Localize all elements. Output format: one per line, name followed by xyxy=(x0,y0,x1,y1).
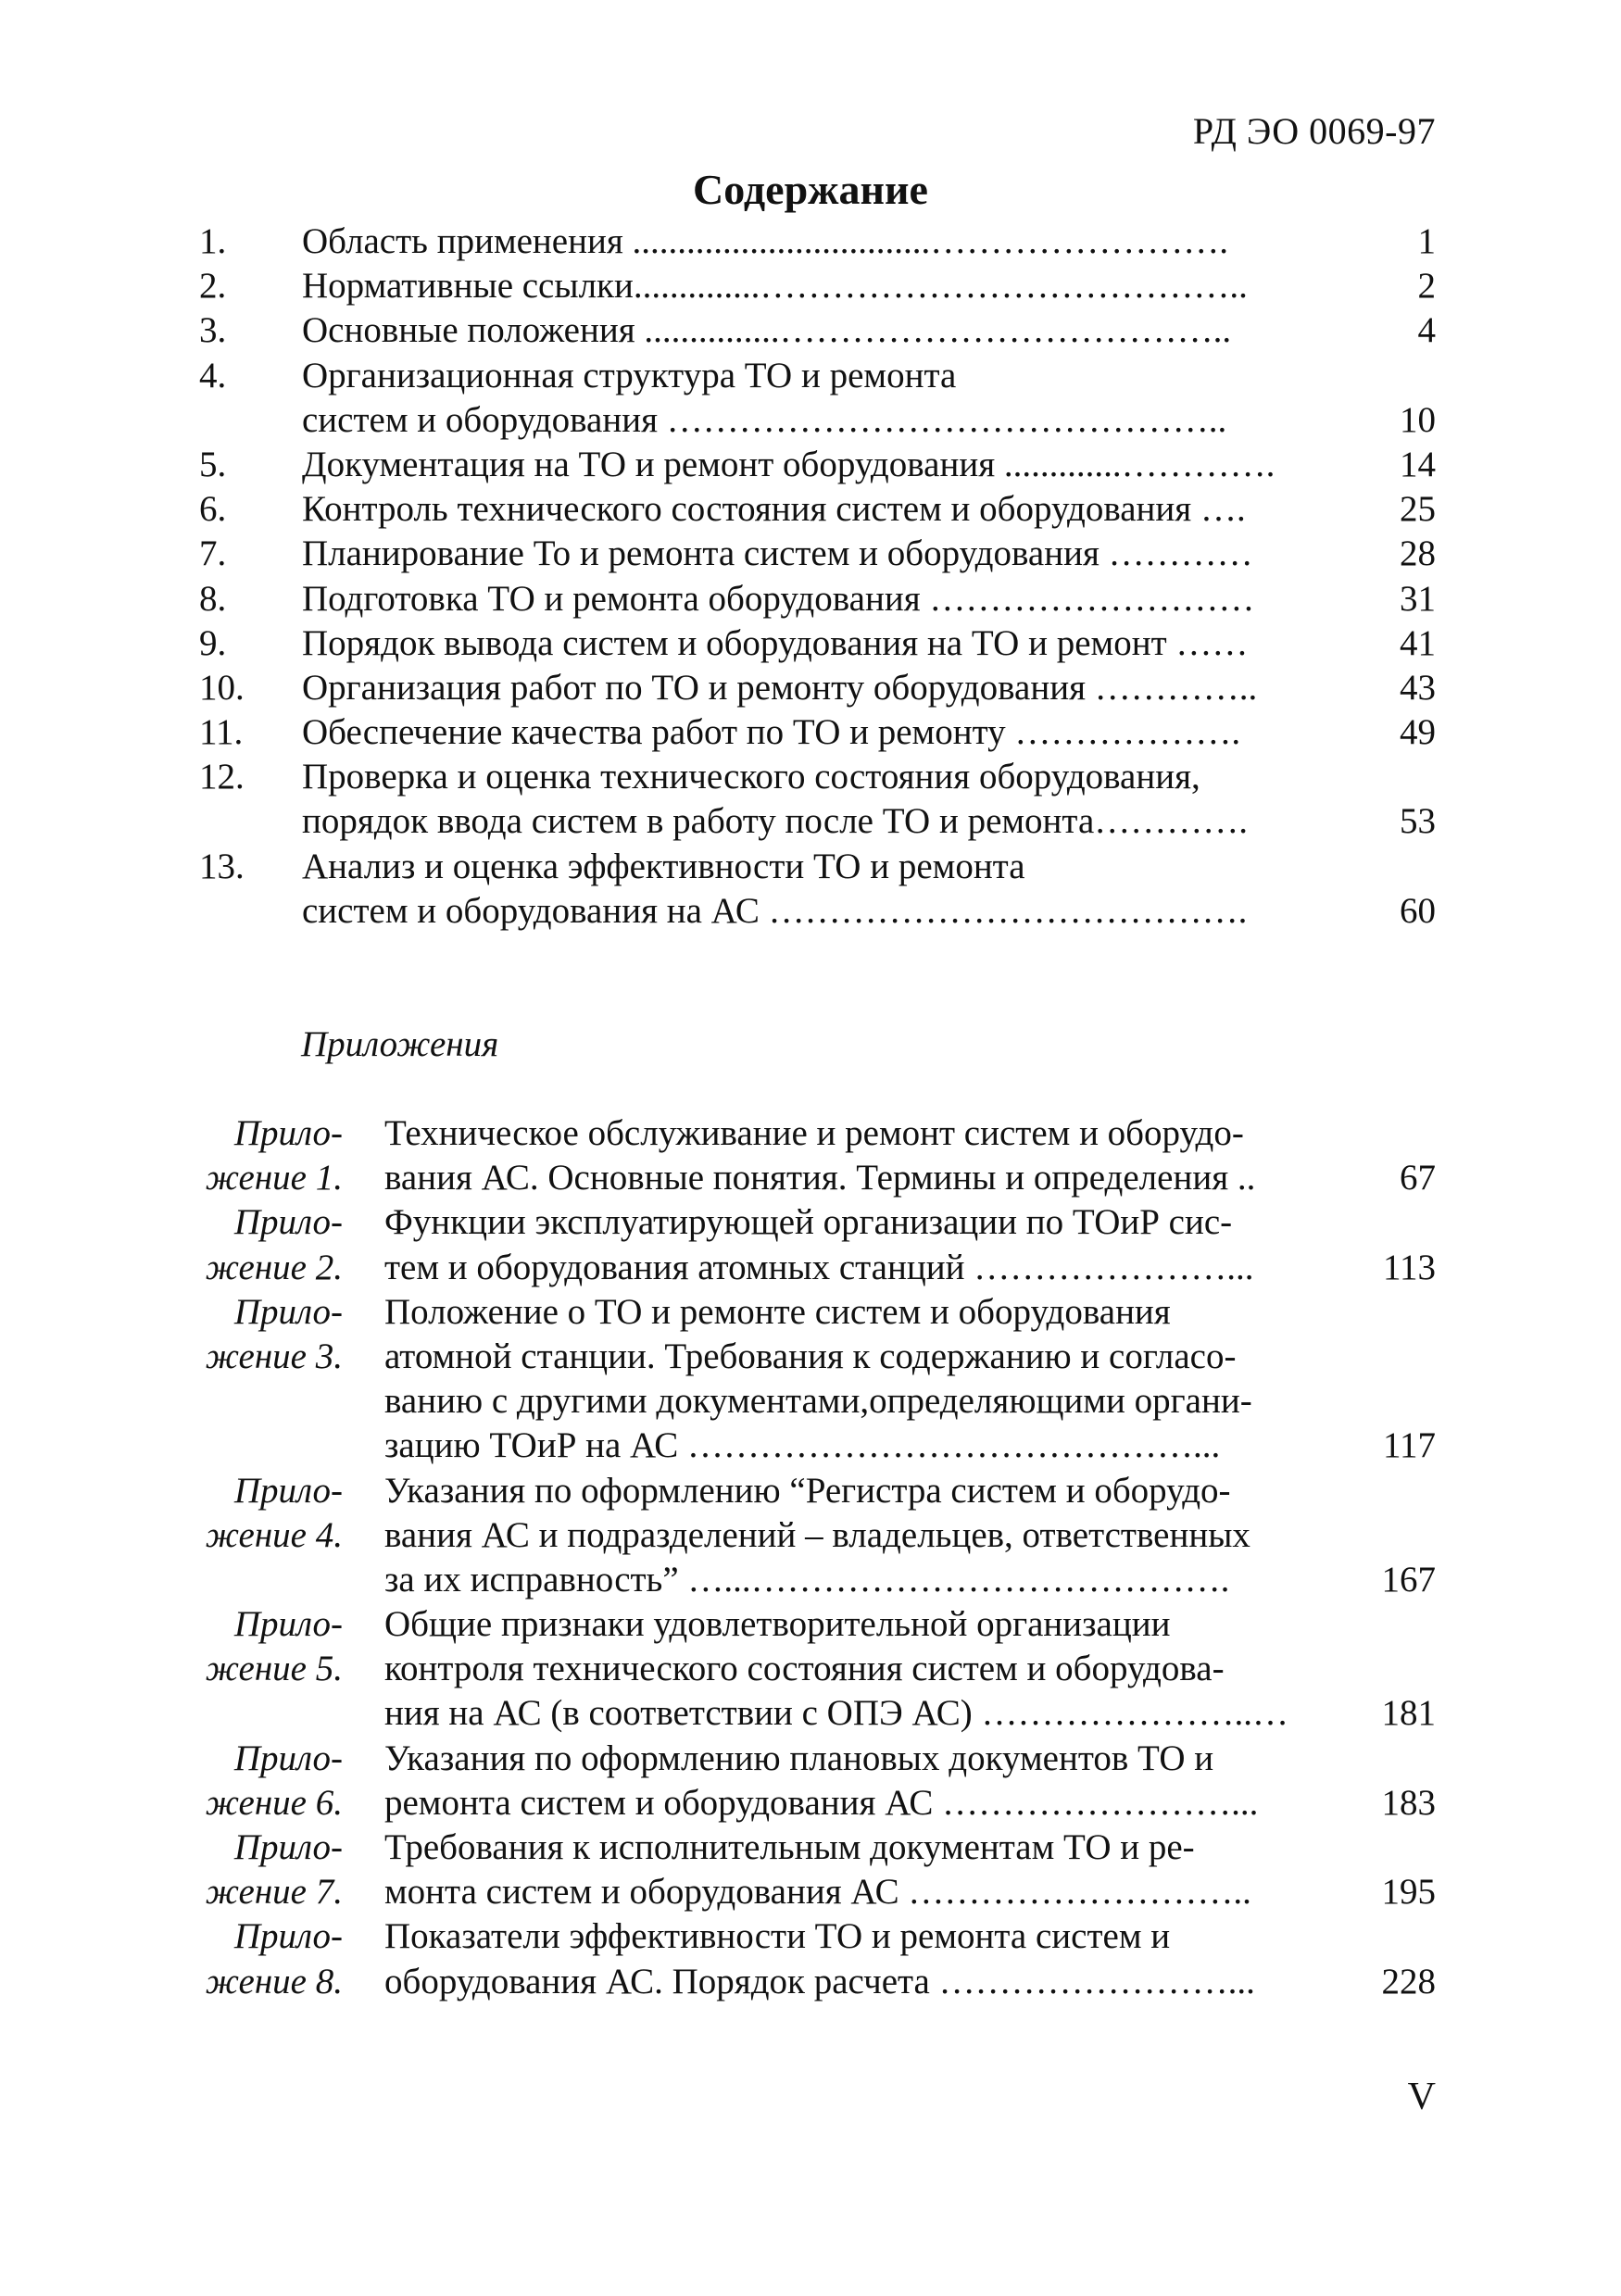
toc-entry-line xyxy=(0,889,1621,934)
toc-entry-line xyxy=(0,354,1621,398)
toc-entry-line xyxy=(0,264,1621,308)
toc-entry-title: систем и оборудования ……………………………………….. xyxy=(302,399,1227,440)
appendix-entry-line xyxy=(0,1737,1621,1781)
toc-entry-title: Проверка и оценка технического состояния оборудования, xyxy=(302,757,1200,797)
appendix-entry-line xyxy=(0,1781,1621,1826)
appendices-heading: Приложения xyxy=(301,1024,499,1064)
appendix-entry-line xyxy=(0,1558,1621,1602)
appendix-label: жение 1. xyxy=(205,1158,343,1198)
toc-entry-page: 28 xyxy=(1400,533,1436,574)
appendix-title: тем и оборудования атомных станций …………………... xyxy=(384,1247,1254,1287)
toc-entry-number: 9. xyxy=(199,622,227,663)
toc-entry-page: 2 xyxy=(1417,266,1436,307)
toc-entry-line xyxy=(0,799,1621,844)
appendix-page: 67 xyxy=(1400,1158,1436,1198)
appendix-entry-line xyxy=(0,1246,1621,1290)
appendix-entry[interactable] xyxy=(0,1602,1621,1737)
toc-entry-page: 53 xyxy=(1400,801,1436,842)
appendix-label: жение 2. xyxy=(205,1247,343,1287)
appendix-entry-line xyxy=(0,1469,1621,1513)
appendix-entry-line xyxy=(0,1111,1621,1156)
appendix-title: ремонта систем и оборудования АС ……………………... xyxy=(384,1782,1259,1823)
toc-entry-number: 8. xyxy=(199,578,227,619)
toc-entry-page: 10 xyxy=(1400,399,1436,440)
toc-entry-line xyxy=(0,710,1621,755)
toc-entry-line xyxy=(0,443,1621,487)
toc-entry-title: Организационная структура ТО и ремонта xyxy=(302,355,957,395)
toc-entry-title: Документация на ТО и ремонт оборудования .............…………. xyxy=(302,444,1275,484)
appendix-title: Указания по оформлению плановых документов ТО и xyxy=(384,1738,1214,1778)
appendix-title: ванию с другими документами,определяющими органи- xyxy=(384,1381,1252,1422)
appendix-entry[interactable] xyxy=(0,1111,1621,1200)
appendix-label: жение 3. xyxy=(205,1336,343,1376)
appendix-label: Прило- xyxy=(233,1291,343,1332)
toc-entry-number: 10. xyxy=(199,667,245,708)
toc-entry-number: 5. xyxy=(199,444,227,484)
toc-entry-title: систем и оборудования на АС …………………………………. xyxy=(302,890,1248,931)
appendix-label: Прило- xyxy=(233,1916,343,1957)
appendix-page: 117 xyxy=(1382,1425,1436,1466)
toc-entry-page: 43 xyxy=(1400,667,1436,708)
appendix-label: жение 6. xyxy=(205,1782,343,1823)
appendix-page: 183 xyxy=(1381,1782,1436,1823)
appendix-title: Функции эксплуатирующей организации по ТОиР сис- xyxy=(384,1202,1233,1243)
page-title: Содержание xyxy=(693,166,928,213)
appendix-title: контроля технического состояния систем и оборудова- xyxy=(384,1649,1225,1689)
toc-entry[interactable] xyxy=(0,308,1621,353)
toc-entry-number: 4. xyxy=(199,355,227,395)
appendix-label: Прило- xyxy=(233,1470,343,1511)
appendix-label: Прило- xyxy=(233,1604,343,1645)
appendix-entry-line xyxy=(0,1335,1621,1379)
toc-entry[interactable] xyxy=(0,710,1621,755)
toc-entry-number: 2. xyxy=(199,266,227,307)
appendix-title: за их исправность” …...…………………………………. xyxy=(384,1559,1230,1600)
toc-entry-number: 12. xyxy=(199,757,245,797)
appendix-page: 167 xyxy=(1381,1559,1436,1600)
appendix-entry-line xyxy=(0,1691,1621,1736)
toc-entry-title: Контроль технического состояния систем и оборудования …. xyxy=(302,489,1246,530)
toc-entry-page: 25 xyxy=(1400,489,1436,530)
appendix-label: Прило- xyxy=(233,1827,343,1867)
appendix-entry[interactable] xyxy=(0,1290,1621,1469)
page-number: V xyxy=(1407,2076,1436,2118)
toc-entry[interactable] xyxy=(0,532,1621,576)
toc-entry[interactable] xyxy=(0,621,1621,666)
toc-entry-line xyxy=(0,755,1621,799)
appendix-page: 181 xyxy=(1381,1693,1436,1734)
appendix-entry-line xyxy=(0,1914,1621,1959)
toc-entry-title: Основные положения ...............……………………………….. xyxy=(302,310,1232,351)
appendices-list xyxy=(0,1111,1621,2004)
appendix-entry-line xyxy=(0,1156,1621,1200)
toc-entry-line xyxy=(0,308,1621,353)
appendix-entry-line xyxy=(0,1290,1621,1335)
toc-entry-line xyxy=(0,398,1621,443)
appendix-label: Прило- xyxy=(233,1113,343,1153)
toc-entry-number: 11. xyxy=(199,712,244,753)
toc-entry-page: 41 xyxy=(1400,622,1436,663)
toc-entry-line xyxy=(0,666,1621,710)
toc-entry[interactable] xyxy=(0,264,1621,308)
toc-entry-title: порядок ввода систем в работу после ТО и ремонта…………. xyxy=(302,801,1249,842)
toc-entry[interactable] xyxy=(0,666,1621,710)
toc-entry-number: 7. xyxy=(199,533,227,574)
toc-entry-title: Планирование То и ремонта систем и оборудования ………… xyxy=(302,533,1253,574)
appendix-entry-line xyxy=(0,1870,1621,1914)
appendix-title: Положение о ТО и ремонте систем и оборудования xyxy=(384,1291,1171,1332)
toc-entry-line xyxy=(0,487,1621,532)
appendix-entry-line xyxy=(0,1647,1621,1691)
appendix-entry[interactable] xyxy=(0,1914,1621,2003)
appendix-entry-line xyxy=(0,1424,1621,1468)
toc-entry-title: Область применения .................................……………………. xyxy=(302,221,1229,261)
appendix-entry-line xyxy=(0,1379,1621,1424)
appendix-label: жение 8. xyxy=(205,1961,343,2001)
toc-entry-title: Подготовка ТО и ремонта оборудования ……………………… xyxy=(302,578,1255,619)
toc-entry[interactable] xyxy=(0,487,1621,532)
document-code: РД ЭО 0069-97 xyxy=(1192,110,1436,152)
toc-entry[interactable] xyxy=(0,755,1621,844)
appendix-title: Указания по оформлению “Регистра систем и оборудо- xyxy=(384,1470,1231,1511)
appendix-entry[interactable] xyxy=(0,1200,1621,1289)
toc-entry-page: 60 xyxy=(1400,890,1436,931)
appendix-entry-line xyxy=(0,1602,1621,1647)
appendix-entry-line xyxy=(0,1826,1621,1870)
toc-entry-line xyxy=(0,845,1621,889)
table-of-contents xyxy=(0,220,1621,934)
toc-entry-page: 31 xyxy=(1400,578,1436,619)
appendix-page: 113 xyxy=(1382,1247,1436,1287)
appendix-page: 228 xyxy=(1381,1961,1436,2001)
toc-entry-page: 4 xyxy=(1417,310,1436,351)
appendix-title: ния на АС (в соответствии с ОПЭ АС) …………………..… xyxy=(384,1693,1288,1734)
appendix-label: Прило- xyxy=(233,1738,343,1778)
toc-entry-line xyxy=(0,532,1621,576)
toc-entry-title: Порядок вывода систем и оборудования на ТО и ремонт …… xyxy=(302,622,1249,663)
toc-entry-number: 6. xyxy=(199,489,227,530)
toc-entry-title: Анализ и оценка эффективности ТО и ремонта xyxy=(302,846,1025,886)
appendix-label: жение 5. xyxy=(205,1649,343,1689)
appendix-label: жение 7. xyxy=(205,1872,343,1913)
appendix-title: Общие признаки удовлетворительной организации xyxy=(384,1604,1171,1645)
toc-entry[interactable] xyxy=(0,845,1621,934)
appendix-entry-line xyxy=(0,1200,1621,1245)
toc-entry-number: 13. xyxy=(199,846,245,886)
appendix-title: оборудования АС. Порядок расчета ……………………... xyxy=(384,1961,1255,2001)
appendix-entry[interactable] xyxy=(0,1469,1621,1603)
toc-entry-number: 1. xyxy=(199,221,227,261)
appendix-title: зацию ТОиР на АС ……………………………………... xyxy=(384,1425,1221,1466)
appendix-entry[interactable] xyxy=(0,1737,1621,1826)
appendix-title: Техническое обслуживание и ремонт систем и оборудо- xyxy=(384,1113,1244,1153)
appendix-entry[interactable] xyxy=(0,1826,1621,1914)
toc-entry-line xyxy=(0,621,1621,666)
appendix-title: монта систем и оборудования АС ……………………….. xyxy=(384,1872,1251,1913)
toc-entry[interactable] xyxy=(0,220,1621,264)
toc-entry-line xyxy=(0,577,1621,621)
toc-entry[interactable] xyxy=(0,443,1621,487)
toc-entry[interactable] xyxy=(0,577,1621,621)
toc-entry-title: Обеспечение качества работ по ТО и ремонту ………………. xyxy=(302,712,1241,753)
appendix-title: вания АС и подразделений – владельцев, ответственных xyxy=(384,1514,1250,1555)
appendix-entry-line xyxy=(0,1960,1621,2004)
toc-entry-page: 1 xyxy=(1417,221,1436,261)
toc-entry[interactable] xyxy=(0,354,1621,443)
appendix-title: Показатели эффективности ТО и ремонта систем и xyxy=(384,1916,1171,1957)
appendix-page: 195 xyxy=(1381,1872,1436,1913)
toc-entry-number: 3. xyxy=(199,310,227,351)
toc-entry-title: Организация работ по ТО и ремонту оборудования ………….. xyxy=(302,667,1258,708)
toc-entry-page: 14 xyxy=(1400,444,1436,484)
toc-entry-page: 49 xyxy=(1400,712,1436,753)
toc-entry-title: Нормативные ссылки..............………………………………….. xyxy=(302,266,1248,307)
appendix-title: вания АС. Основные понятия. Термины и определения .. xyxy=(384,1158,1256,1198)
appendix-entry-line xyxy=(0,1513,1621,1558)
appendix-title: атомной станции. Требования к содержанию и согласо- xyxy=(384,1336,1237,1376)
appendix-label: жение 4. xyxy=(205,1514,343,1555)
toc-entry-line xyxy=(0,220,1621,264)
appendix-title: Требования к исполнительным документам ТО и ре- xyxy=(384,1827,1195,1867)
appendix-label: Прило- xyxy=(233,1202,343,1243)
